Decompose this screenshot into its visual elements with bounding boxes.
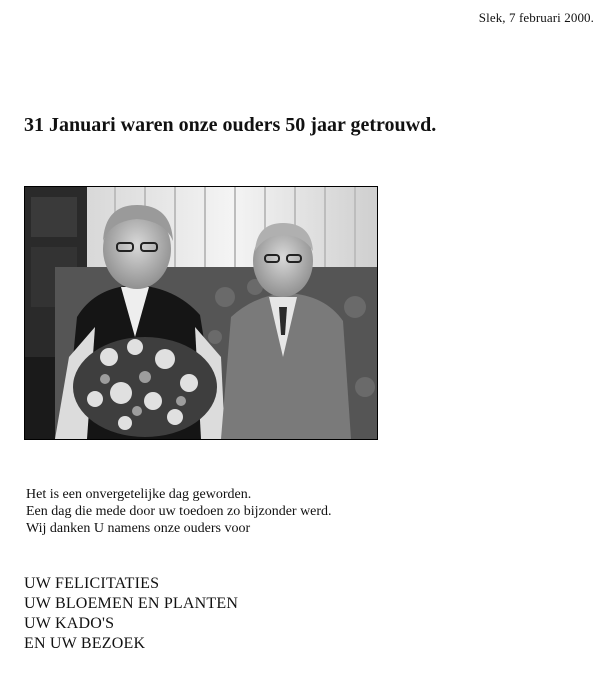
thanks-list-item: EN UW BEZOEK xyxy=(24,635,146,652)
thanks-list-item: UW FELICITATIES xyxy=(24,575,160,592)
thanks-list xyxy=(24,574,238,654)
message-line: Het is een onvergetelijke dag geworden. xyxy=(26,487,252,502)
thank-you-message xyxy=(26,486,332,537)
date-line: Slek, 7 februari 2000. xyxy=(478,10,594,25)
thanks-list-item: UW KADO'S xyxy=(24,615,115,632)
message-line: Wij danken U namens onze ouders voor xyxy=(26,521,251,536)
anniversary-photo xyxy=(24,186,378,440)
headline: 31 Januari waren onze ouders 50 jaar getrouwd. xyxy=(24,114,437,136)
message-line: Een dag die mede door uw toedoen zo bijzonder werd. xyxy=(26,504,332,519)
thanks-list-item: UW BLOEMEN EN PLANTEN xyxy=(24,595,239,612)
